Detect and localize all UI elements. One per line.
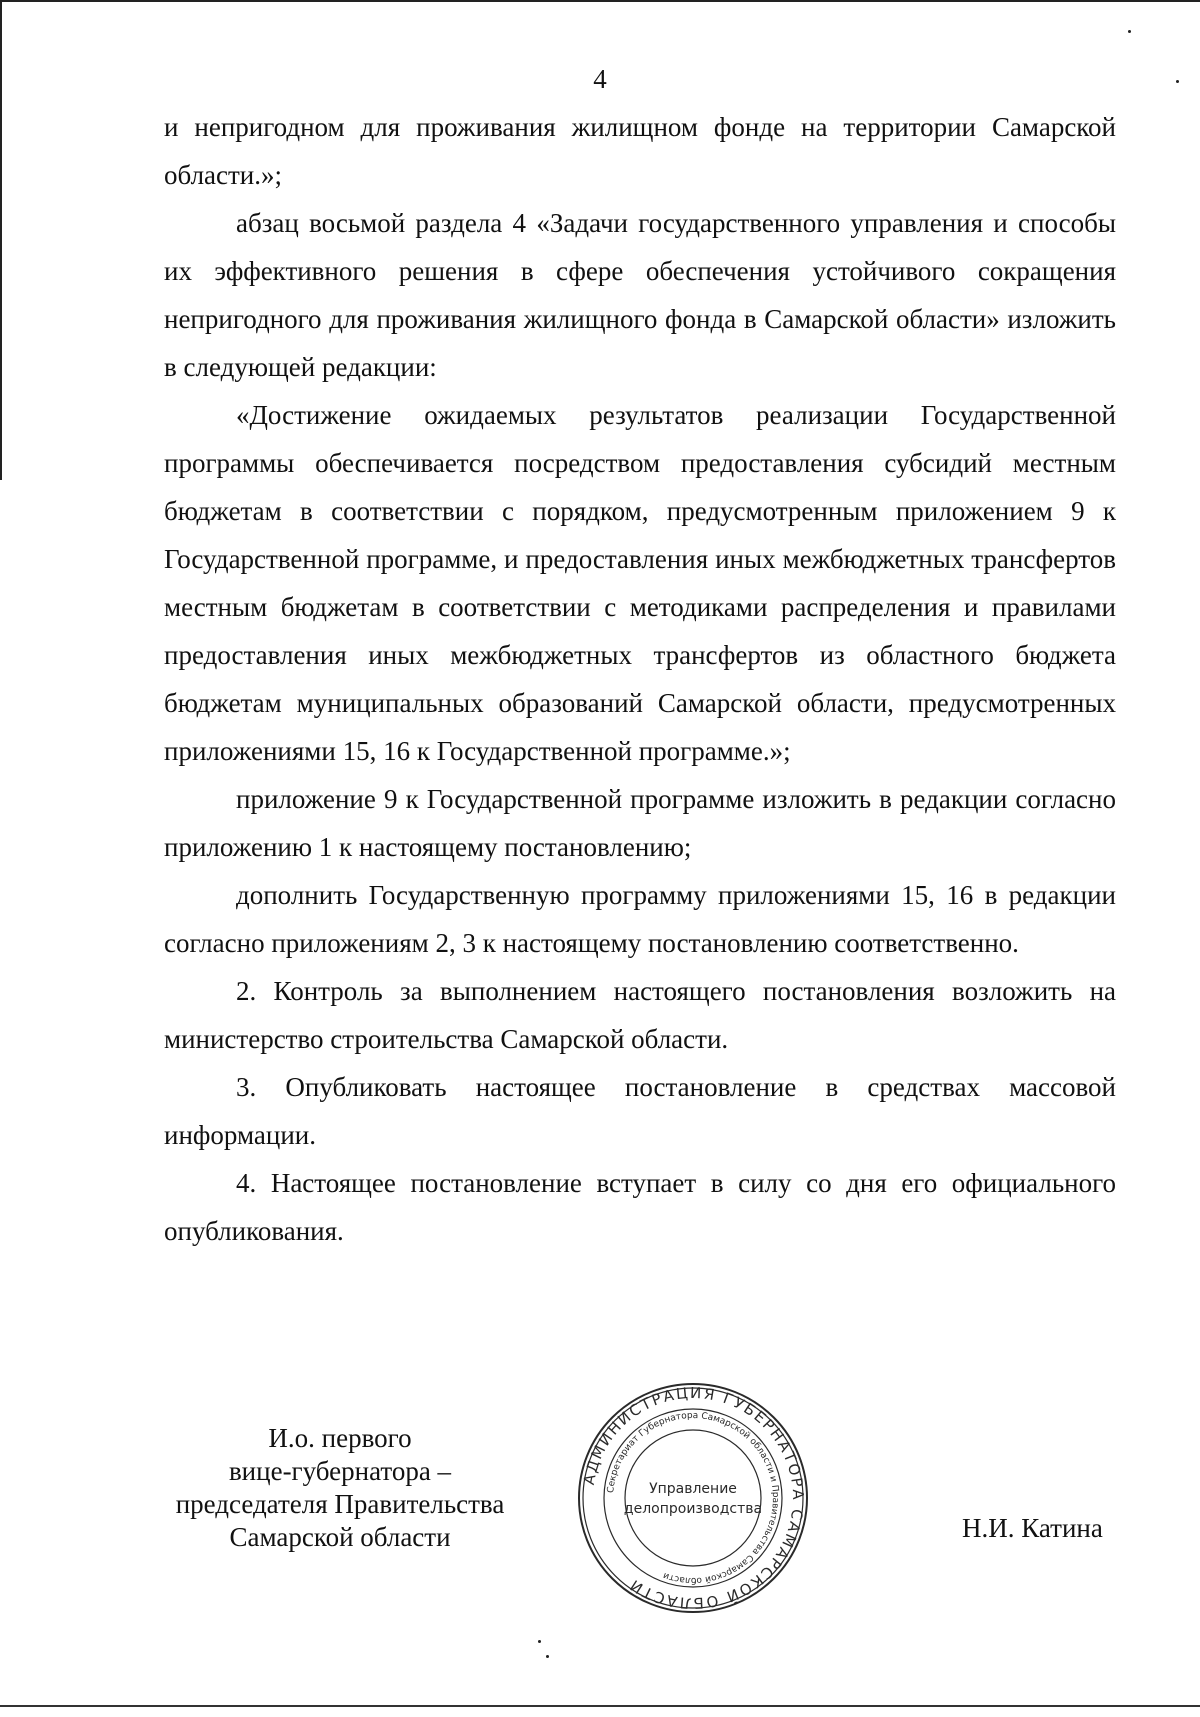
paragraph-item-3: 3. Опубликовать настоящее постановление в средствах массовой информации. [164, 1072, 1116, 1150]
paragraph-item-2: 2. Контроль за выполнением настоящего постановления возложить на министерство строительства Самарской области. [164, 976, 1116, 1054]
paragraph-continuation: и непригодном для проживания жилищном фонде на территории Самарской области.»; [164, 112, 1116, 190]
signatory-position-line: И.о. первого [268, 1423, 412, 1453]
paragraph-appendix9: приложение 9 к Государственной программе изложить в редакции согласно приложению 1 к настоящему постановлению; [164, 784, 1116, 862]
page-number: 4 [593, 64, 607, 94]
paragraph-quoted-text: «Достижение ожидаемых результатов реализации Государственной программы обеспечивается посредством предоставления субсидий местным бюджетам в соответствии с порядком, предусмотренным приложением 9 к Государственной программе, и предоставления иных межбюджетных трансфертов местным бюджетам в соответствии с методиками распределения и правилами предоставления иных межбюджетных трансфертов из областного бюджета бюджетам муниципальных образований Самарской области, предусмотренных приложениями 15, 16 к Государственной программе.»; [164, 400, 1116, 766]
signatory-name: Н.И. Катина [962, 1513, 1103, 1543]
paragraph-item-4: 4. Настоящее постановление вступает в силу со дня его официального опубликования. [164, 1168, 1116, 1246]
scan-artifact [546, 1655, 549, 1658]
signatory-position-line: Самарской области [229, 1522, 451, 1552]
scan-artifact [538, 1640, 541, 1643]
scan-edge-top [0, 0, 1200, 2]
signatory-position-line: председателя Правительства [175, 1489, 505, 1519]
paragraph-section4-amendment: абзац восьмой раздела 4 «Задачи государственного управления и способы их эффективного решения в сфере обеспечения устойчивого сокращения непригодного для проживания жилищного фонда в Самарской области» изложить в следующей редакции: [164, 208, 1116, 382]
official-seal [575, 1380, 811, 1616]
signatory-position-line: вице-губернатора – [228, 1456, 452, 1486]
seal-center-line: Управление [649, 1481, 737, 1497]
seal-outer-text: АДМИНИСТРАЦИЯ ГУБЕРНАТОРА САМАРСКОЙ ОБЛАСТИ [579, 1383, 808, 1613]
seal-center-line: делопроизводства [623, 1501, 763, 1517]
scan-artifact [1128, 30, 1131, 33]
signatory-position [150, 1422, 530, 1554]
seal-inner-ring-text: Секретариат Губернатора Самарской области и Правительства Самарской области [606, 1410, 781, 1586]
svg-text:Секретариат Губернатора Самарс [606, 1411, 780, 1585]
document-body [164, 103, 1116, 1255]
scan-artifact [1176, 80, 1179, 83]
scan-edge-bottom [0, 1705, 1200, 1707]
paragraph-appendix15-16: дополнить Государственную программу приложениями 15, 16 в редакции согласно приложениям 2, 3 к настоящему постановлению соответственно. [164, 880, 1116, 958]
